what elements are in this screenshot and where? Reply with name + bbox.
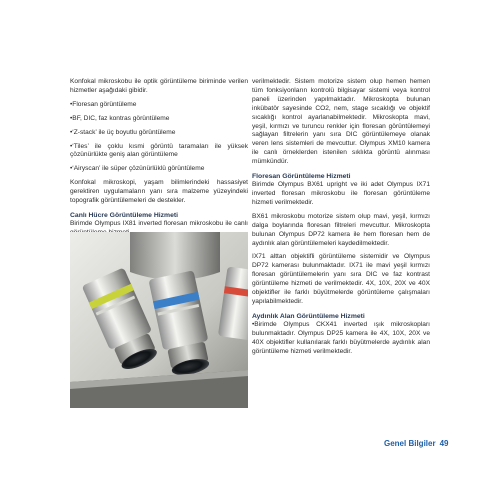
- intro-paragraph: Konfokal mikroskobu ile optik görüntüleme biriminde verilen hizmetler aşağıdaki gibidir.: [70, 78, 248, 94]
- confocal-paragraph: Konfokal mikroskopi, yaşam bilimlerindeki hassasiyet gerektiren uygulamaların yanı sıra malzeme yüzeyindeki topografik görüntülemeleri de destekler.: [70, 179, 248, 205]
- list-item: •‘Airyscan’ ile süper çözünürlüklü görüntüleme: [70, 165, 205, 173]
- live-cell-heading: Canlı Hücre Görüntüleme Hizmeti: [70, 211, 179, 219]
- live-cell-paragraph: Birimde Olympus IX81 inverted floresan mikroskobu ile canlı: [70, 219, 248, 227]
- page-footer: [384, 439, 448, 448]
- page-number: 49: [439, 439, 449, 448]
- ix71-paragraph: IX71 alttan objektifli görüntüleme sistemidir ve Olympus DP72 kamerası bulunmaktadır. IX71 ile mavi yeşil kırmızı floresan görüntülemelerin yanı sıra DIC ve faz kontrast görüntüleme hizmeti de verilmektedir. 4X, 10X, 20X ve 40X objektifler ile farklı büyütmelerde görüntüleme çalışmaları yapılabilmektedir.: [252, 253, 430, 305]
- list-item: •BF, DIC, faz kontras görüntüleme: [70, 114, 170, 122]
- left-column: [70, 78, 248, 243]
- live-cell-continued-paragraph: verilmektedir. Sistem motorize sistem olup hemen hemen tüm fonksiyonların kontrolü bilgisayar sistemi veya kontrol paneli üzerinden yapılmaktadır. Mikroskopta bulunan inkübatör sayesinde CO2, nem, stage sıcaklığı ve objektif sıcaklığı kontrol ayarlanabilmektedir. Mikroskopta mavi, yeşil, kırmızı ve turuncu renkler için floresan görüntülemeyi sağlayan filtrelerin yanı sıra DIC görüntülemeye olanak veren lens sistemleri de mevcuttur. Olympus XM10 kamera ile canlı örneklerden istenilen sıklıkta görüntü alınması mümkündür.: [252, 78, 430, 166]
- list-item: •‘Tiles’ ile çoklu kısmi görüntü taramaları ile yüksek çözünürlükte geniş alan görüntüleme: [70, 142, 248, 159]
- brightfield-heading: Aydınlık Alan Görüntüleme Hizmeti: [252, 312, 365, 320]
- fluorescence-heading: Floresan Görüntüleme Hizmeti: [252, 173, 351, 181]
- microscope-illustration: [70, 232, 248, 408]
- list-item: •Floresan görüntüleme: [70, 100, 137, 108]
- fluorescence-paragraph: Birimde Olympus BX61 upright ve iki adet Olympus IX71 inverted floresan mikroskobu ile floresan görüntüleme hizmeti verilmektedir.: [252, 181, 430, 206]
- microscope-objectives-photo: [70, 232, 248, 408]
- bx61-paragraph: BX61 mikroskobu motorize sistem olup mavi, yeşil, kırmızı dalga boylarında floresan filtreleri mevcuttur. Mikroskopta bulunan Olympus DP72 kamera ile hem floresan hem de aydınlık alan görüntülemeleri kaydedilmektedir.: [252, 212, 430, 247]
- list-item: •‘Z-stack’ ile üç boyutlu görüntüleme: [70, 128, 176, 136]
- brightfield-paragraph: •Birimde Olympus CKX41 inverted ışık mikroskopları bulunmaktadır. Olympus DP25 kamera ile 4X, 10X, 20X ve 40X objektifler kullanılarak farklı büyütmelerde aydınlık alan görüntüleme hizmeti verilmektedir.: [252, 320, 430, 355]
- section-title: Genel Bilgiler: [384, 439, 436, 448]
- right-column: [252, 78, 430, 361]
